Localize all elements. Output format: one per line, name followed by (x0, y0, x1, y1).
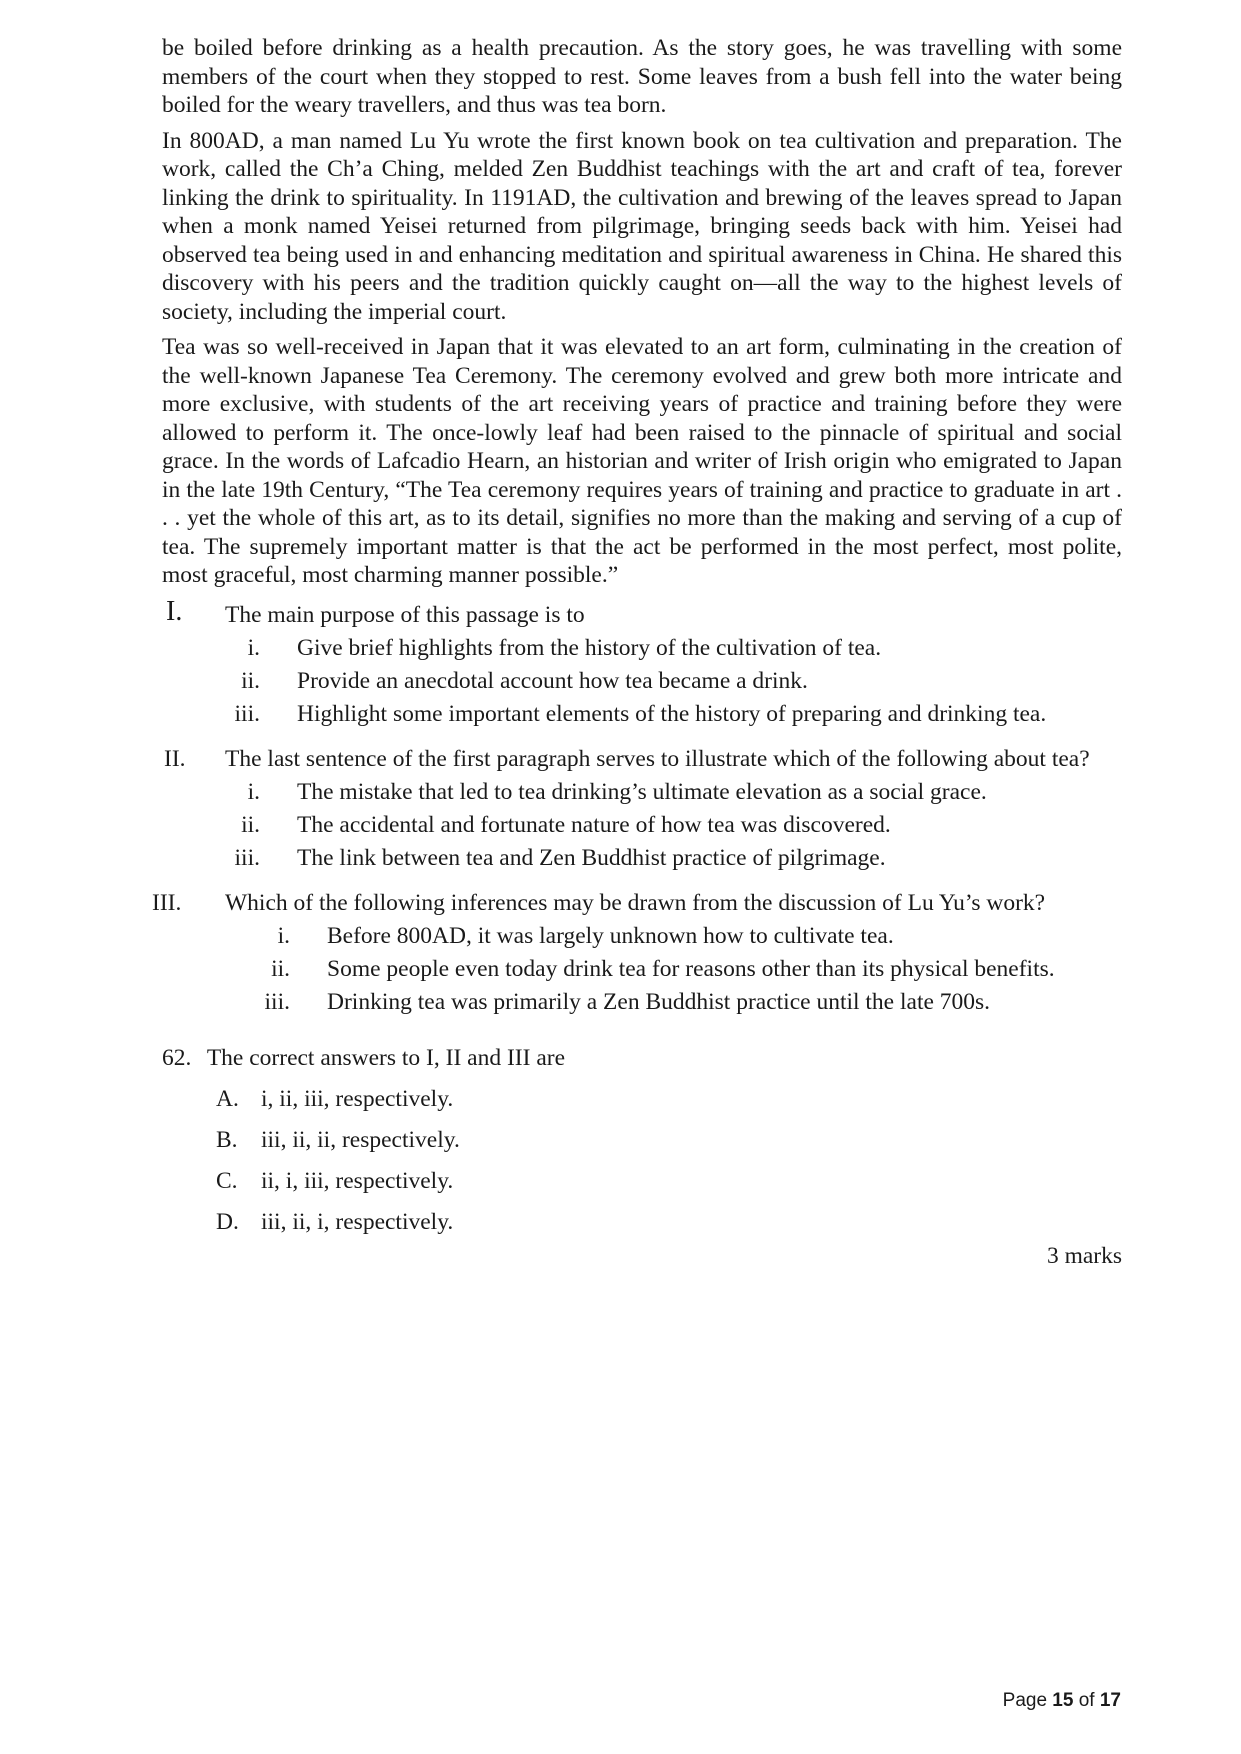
question-options (162, 632, 1122, 731)
answer-choice-a[interactable] (162, 1079, 1122, 1120)
page-number: 15 (1052, 1690, 1074, 1711)
answer-text: i, ii, iii, respectively. (261, 1085, 454, 1112)
question-II (162, 744, 1122, 875)
option-i (162, 776, 1122, 809)
answer-choices (162, 1079, 1122, 1243)
question-62 (162, 1043, 1122, 1271)
answer-choice-c[interactable] (162, 1161, 1122, 1202)
option-iii (162, 842, 1122, 875)
option-text: The mistake that led to tea drinking’s ultimate elevation as a social grace. (297, 778, 987, 805)
document-page (152, 34, 1122, 1271)
answer-letter: B. (216, 1126, 238, 1153)
option-text: The accidental and fortunate nature of how tea was discovered. (297, 811, 891, 838)
question-text: Which of the following inferences may be drawn from the discussion of Lu Yu’s work? (225, 889, 1046, 916)
option-numeral: ii. (241, 667, 260, 694)
question-number: 62. (162, 1044, 192, 1071)
question-number: III. (152, 889, 182, 916)
answer-choice-d[interactable] (162, 1202, 1122, 1243)
answer-text: iii, ii, i, respectively. (261, 1208, 454, 1235)
option-text: The link between tea and Zen Buddhist practice of pilgrimage. (297, 844, 886, 871)
option-text: Provide an anecdotal account how tea became a drink. (297, 667, 808, 694)
question-options (162, 776, 1122, 875)
option-text: Drinking tea was primarily a Zen Buddhist practice until the late 700s. (327, 988, 991, 1015)
option-numeral: i. (247, 634, 260, 661)
option-numeral: iii. (234, 844, 260, 871)
question-III (152, 888, 1122, 1019)
option-iii (162, 698, 1122, 731)
answer-text: ii, i, iii, respectively. (261, 1167, 454, 1194)
option-ii (162, 953, 1122, 986)
page-word: Page (1002, 1690, 1048, 1711)
question-62-stem (162, 1043, 1122, 1073)
passage-paragraph-3: Tea was so well-received in Japan that it was elevated to an art form, culminating in the creation of the well-known Japanese Tea Ceremony. The ceremony evolved and grew both more intricate and more exclusive, with students of the art receiving years of practice and training before they were allowed to perform it. The once-lowly leaf had been raised to the pinnacle of spiritual and social grace. In the words of Lafcadio Hearn, an historian and writer of Irish origin who emigrated to Japan in the late 19th Century, “The Tea ceremony requires years of training and practice to graduate in art . . . yet the whole of this art, as to its detail, signifies no more than the making and serving of a cup of tea. The supremely important matter is that the act be performed in the most perfect, most polite, most graceful, most charming manner possible.” (162, 334, 1122, 588)
page-footer (1003, 1690, 1121, 1712)
answer-letter: D. (216, 1208, 239, 1235)
answer-letter: A. (216, 1085, 239, 1112)
option-text: Highlight some important elements of the history of preparing and drinking tea. (297, 700, 1047, 727)
of-word: of (1078, 1690, 1095, 1711)
question-number: I. (166, 595, 183, 627)
option-iii (162, 986, 1122, 1019)
option-numeral: iii. (234, 700, 260, 727)
question-text: The main purpose of this passage is to (225, 601, 585, 628)
answer-choice-b[interactable] (162, 1120, 1122, 1161)
answer-text: iii, ii, ii, respectively. (261, 1126, 460, 1153)
option-text: Before 800AD, it was largely unknown how to cultivate tea. (327, 922, 894, 949)
question-text: The correct answers to I, II and III are (206, 1044, 566, 1071)
question-text: The last sentence of the first paragraph serves to illustrate which of the following about tea? (225, 745, 1090, 772)
option-ii (162, 665, 1122, 698)
option-text: Give brief highlights from the history of the cultivation of tea. (297, 634, 882, 661)
option-ii (162, 809, 1122, 842)
page-total: 17 (1099, 1690, 1121, 1711)
option-numeral: ii. (271, 955, 290, 982)
option-numeral: iii. (264, 988, 290, 1015)
option-i (162, 632, 1122, 665)
option-i (162, 920, 1122, 953)
marks-label: 3 marks (1046, 1242, 1122, 1269)
passage-paragraph-2: In 800AD, a man named Lu Yu wrote the first known book on tea cultivation and preparation. The work, called the Ch’a Ching, melded Zen Buddhist teachings with the art and craft of tea, forever linking the drink to spirituality. In 1191AD, the cultivation and brewing of the leaves spread to Japan when a monk named Yeisei returned from pilgrimage, bringing seeds back with him. Yeisei had observed tea being used in and enhancing meditation and spiritual awareness in China. He shared this discovery with his peers and the tradition quickly caught on—all the way to the highest levels of society, including the imperial court. (162, 127, 1122, 325)
answer-letter: C. (216, 1167, 238, 1194)
option-numeral: i. (247, 778, 260, 805)
question-I (162, 595, 1122, 731)
option-numeral: i. (277, 922, 290, 949)
passage-paragraph-1: be boiled before drinking as a health precaution. As the story goes, he was travelling with some members of the court when they stopped to rest. Some leaves from a bush fell into the water being boiled for the weary travellers, and thus was tea born. (162, 35, 1122, 118)
option-numeral: ii. (241, 811, 260, 838)
question-options (162, 920, 1122, 1019)
question-number: II. (164, 745, 186, 772)
option-text: Some people even today drink tea for reasons other than its physical benefits. (327, 955, 1055, 982)
